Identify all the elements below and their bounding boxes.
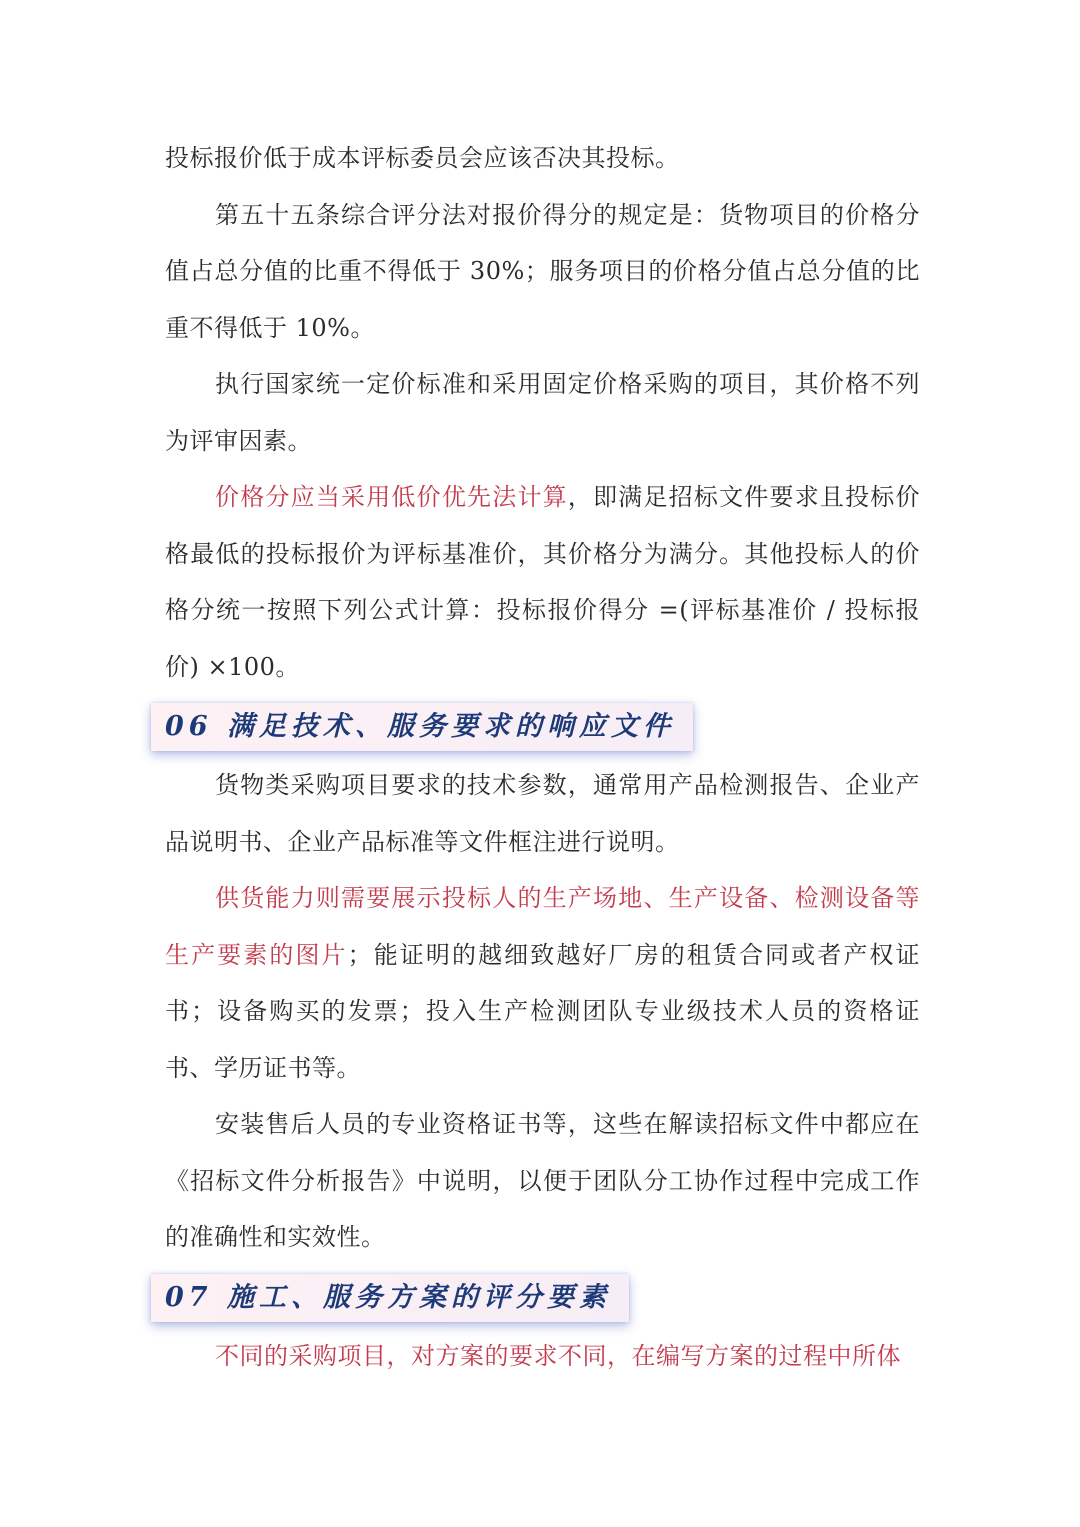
paragraph-text: 安装售后人员的专业资格证书等，这些在解读招标文件中都应在《招标文件分析报告》中说明，以便于团队分工协作过程中完成工作的准确性和实效性。 bbox=[165, 1110, 920, 1251]
highlighted-text: 价格分应当采用低价优先法计算 bbox=[215, 483, 568, 511]
section-heading-06: 06 满足技术、服务要求的响应文件 bbox=[151, 703, 693, 751]
paragraph-text: 投标报价低于成本评标委员会应该否决其投标。 bbox=[165, 144, 680, 172]
paragraph-low-price-method bbox=[165, 469, 920, 695]
paragraph-text: 货物类采购项目要求的技术参数，通常用产品检测报告、企业产品说明书、企业产品标准等文件框注进行说明。 bbox=[165, 771, 920, 856]
section-heading-06-wrap bbox=[165, 703, 920, 753]
paragraph-text: 第五十五条综合评分法对报价得分的规定是：货物项目的价格分值占总分值的比重不得低于 30%；服务项目的价格分值占总分值的比重不得低于 10%。 bbox=[165, 200, 920, 342]
paragraph-text: 执行国家统一定价标准和采用固定价格采购的项目，其价格不列为评审因素。 bbox=[165, 370, 920, 455]
section-heading-07: 07 施工、服务方案的评分要素 bbox=[151, 1274, 629, 1322]
paragraph-text: ；能证明的越细致越好厂房的租赁合同或者产权证书；设备购买的发票；投入生产检测团队专业级技术人员的资格证书、学历证书等。 bbox=[165, 940, 920, 1082]
paragraph-technical-params bbox=[165, 757, 920, 870]
paragraph-fixed-price bbox=[165, 356, 920, 469]
highlighted-text: 不同的采购项目，对方案的要求不同，在编写方案的过程中所体 bbox=[215, 1341, 901, 1370]
paragraph-after-sales bbox=[165, 1096, 920, 1266]
document-page bbox=[165, 130, 920, 1384]
paragraph-supply-capacity bbox=[165, 870, 920, 1096]
highlighted-text: 供货能力则需要展示投标人的生产场地、生产设备、检测设备等生产要素的图片 bbox=[165, 884, 920, 969]
section-heading-07-wrap bbox=[165, 1274, 920, 1324]
paragraph-text: ，即满足招标文件要求且投标价格最低的投标报价为评标基准价，其价格分为满分。其他投标人的价格分统一按照下列公式计算：投标报价得分 =(评标基准价 / 投标报价) ×100。 bbox=[165, 483, 921, 681]
paragraph-article-55 bbox=[165, 187, 920, 357]
paragraph-bid-below-cost bbox=[165, 130, 920, 187]
paragraph-plan-requirements bbox=[165, 1328, 920, 1385]
